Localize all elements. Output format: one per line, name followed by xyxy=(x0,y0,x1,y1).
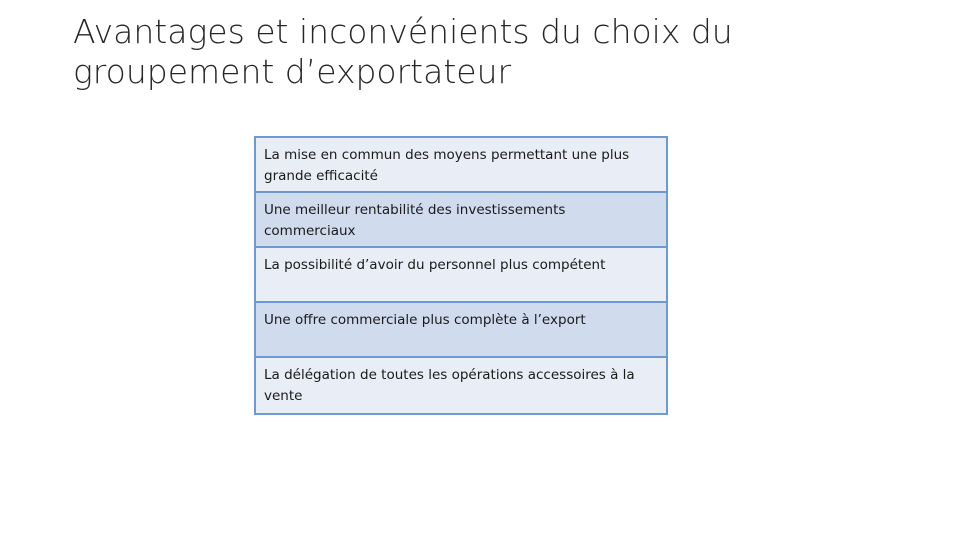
advantages-table xyxy=(254,136,668,415)
table-row: Une offre commerciale plus complète à l’export xyxy=(256,303,666,358)
table-row: La mise en commun des moyens permettant une plus grande efficacité xyxy=(256,138,666,193)
table-row: Une meilleur rentabilité des investissements commerciaux xyxy=(256,193,666,248)
table-row: La possibilité d’avoir du personnel plus compétent xyxy=(256,248,666,303)
slide-title: Avantages et inconvénients du choix du groupement d’exportateur xyxy=(73,12,733,91)
table-row: La délégation de toutes les opérations accessoires à la vente xyxy=(256,358,666,413)
